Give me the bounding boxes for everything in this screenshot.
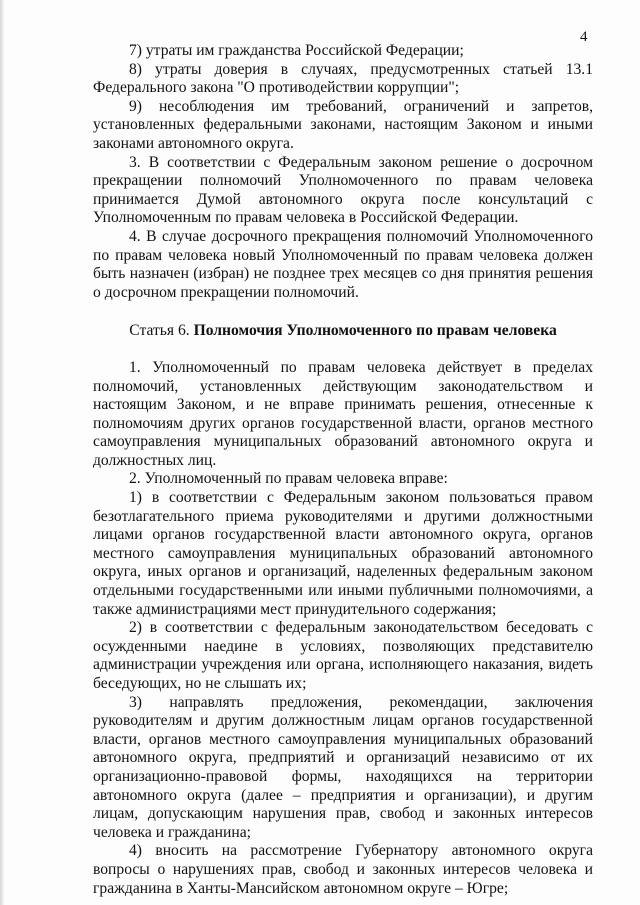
page-number: 4 — [580, 29, 588, 45]
paragraph-article6-clause-2: 2) в соответствии с федеральным законодательством беседовать с осужденными наедине в условиях, позволяющих представителю администрации учреждения или органа, исполняющего наказания, видеть беседующих, но не слышать их; — [93, 619, 593, 692]
paragraph-clause-8: 8) утраты доверия в случаях, предусмотренных статьей 13.1 Федерального закона "О противодействии коррупции"; — [93, 60, 593, 97]
article-title: Полномочия Уполномоченного по правам человека — [193, 322, 557, 340]
paragraph-clause-9: 9) несоблюдения им требований, ограничений и запретов, установленных федеральными законами, настоящим Законом и иными законами автономного округа. — [93, 97, 593, 152]
paragraph-article6-part-2: 2. Уполномоченный по правам человека вправе: — [129, 470, 448, 488]
article-heading — [93, 322, 593, 341]
paragraph-article6-clause-1: 1) в соответствии с Федеральным законом пользоваться правом безотлагательного приема руководителями и другими должностными лицами органов государственной власти автономного округа, органов местного самоуправления муниципальных образований автономного округа, иных органов и организаций, наделенных федеральным законом отдельными государственными или иными публичными полномочиями, а также администрациями мест принудительного содержания; — [93, 489, 593, 618]
paragraph-article6-clause-4: 4) вносить на рассмотрение Губернатору автономного округа вопросы о нарушениях прав, свобод и законных интересов человека и гражданина в Ханты-Мансийском автономном округе – Югре; — [93, 842, 593, 897]
paragraph-part-3: 3. В соответствии с Федеральным законом решение о досрочном прекращении полномочий Уполномоченного по правам человека принимается Думой автономного округа после консультаций с Уполномоченным по правам человека в Российской Федерации. — [93, 153, 593, 227]
paragraph-part-4: 4. В случае досрочного прекращения полномочий Уполномоченного по правам человека новый Уполномоченный по правам человека должен быть назначен (избран) не позднее трех месяцев со дня принятия решения о досрочном прекращении полномочий. — [93, 227, 593, 301]
paragraph-article6-part-1: 1. Уполномоченный по правам человека действует в пределах полномочий, установленных действующим законодательством и настоящим Законом, и не вправе принимать решения, отнесенные к полномочиям других органов государственной власти, органов местного самоуправления муниципальных образований автономного округа и должностных лиц. — [93, 358, 593, 469]
scan-edge-shadow — [0, 0, 4, 905]
paragraph-article6-clause-3: 3) направлять предложения, рекомендации, заключения руководителям и другим должностным лицам органов государственной власти, органов местного самоуправления муниципальных образований автономного округа, предприятий и организаций независимо от их организационно-правовой формы, находящихся на территории автономного округа (далее – предприятия и организации), и другим лицам, допускающим нарушения прав, свобод и законных интересов человека и гражданина; — [93, 693, 593, 841]
article-number: Статья 6. — [129, 322, 190, 340]
paragraph-clause-7: 7) утраты им гражданства Российской Федерации; — [129, 42, 464, 59]
document-body — [93, 42, 593, 898]
